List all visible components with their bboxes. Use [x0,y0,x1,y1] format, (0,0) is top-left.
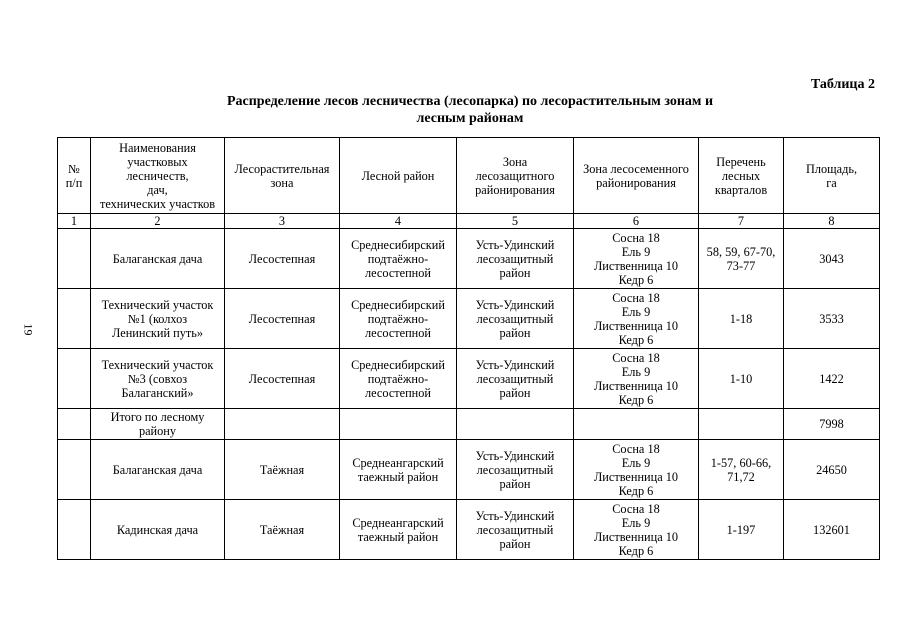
header-section-name: Наименования участковых лесничеств, дач, технических участков [91,138,225,214]
cell-area: 1422 [784,349,880,409]
header-area: Площадь, га [784,138,880,214]
table-label: Таблица 2 [810,77,875,92]
header-quarters-list: Перечень лесных кварталов [699,138,784,214]
page-number: 19 [21,323,36,336]
cell-area: 3533 [784,289,880,349]
cell-area: 24650 [784,440,880,500]
cell-forest-district: Среднесибирский подтаёжно- лесостепной [340,349,457,409]
cell-section-name: Балаганская дача [91,440,225,500]
cell-vegetation-zone: Таёжная [225,500,340,560]
column-number: 8 [784,214,880,229]
cell-quarters-list: 1-57, 60-66, 71,72 [699,440,784,500]
cell-protection-zone: Усть-Удинский лесозащитный район [457,289,574,349]
header-seed-zone: Зона лесосеменного районирования [574,138,699,214]
cell-section-name: Технический участок №3 (совхоз Балаганский» [91,349,225,409]
header-vegetation-zone: Лесорастительная зона [225,138,340,214]
table-row [58,500,880,560]
header-number: № п/п [58,138,91,214]
cell-number [58,440,91,500]
header-forest-district: Лесной район [340,138,457,214]
column-number: 6 [574,214,699,229]
cell-section-name: Балаганская дача [91,229,225,289]
cell-quarters-list [699,409,784,440]
forest-distribution-table [57,137,880,560]
column-number: 3 [225,214,340,229]
cell-forest-district: Среднесибирский подтаёжно- лесостепной [340,289,457,349]
cell-vegetation-zone [225,409,340,440]
cell-vegetation-zone: Таёжная [225,440,340,500]
title-line-1: Распределение лесов лесничества (лесопарка) по лесорастительным зонам и [226,94,714,109]
table-header-row [58,138,880,214]
cell-number [58,500,91,560]
cell-protection-zone: Усть-Удинский лесозащитный район [457,229,574,289]
cell-number [58,289,91,349]
table-row [58,289,880,349]
column-number: 2 [91,214,225,229]
cell-number [58,349,91,409]
cell-area: 7998 [784,409,880,440]
cell-section-name: Кадинская дача [91,500,225,560]
cell-seed-zone: Сосна 18 Ель 9 Лиственница 10 Кедр 6 [574,440,699,500]
column-number: 1 [58,214,91,229]
table-row [58,349,880,409]
cell-number [58,409,91,440]
table-title [190,93,750,127]
cell-forest-district: Среднеангарский таежный район [340,500,457,560]
cell-vegetation-zone: Лесостепная [225,289,340,349]
cell-protection-zone: Усть-Удинский лесозащитный район [457,349,574,409]
column-number: 7 [699,214,784,229]
cell-vegetation-zone: Лесостепная [225,349,340,409]
cell-protection-zone: Усть-Удинский лесозащитный район [457,500,574,560]
cell-forest-district: Среднесибирский подтаёжно- лесостепной [340,229,457,289]
cell-number [58,229,91,289]
cell-forest-district: Среднеангарский таежный район [340,440,457,500]
cell-quarters-list: 1-10 [699,349,784,409]
cell-quarters-list: 1-18 [699,289,784,349]
cell-area: 3043 [784,229,880,289]
cell-seed-zone: Сосна 18 Ель 9 Лиственница 10 Кедр 6 [574,289,699,349]
cell-seed-zone: Сосна 18 Ель 9 Лиственница 10 Кедр 6 [574,349,699,409]
cell-protection-zone: Усть-Удинский лесозащитный район [457,440,574,500]
cell-vegetation-zone: Лесостепная [225,229,340,289]
cell-quarters-list: 1-197 [699,500,784,560]
cell-seed-zone [574,409,699,440]
cell-quarters-list: 58, 59, 67-70, 73-77 [699,229,784,289]
cell-protection-zone [457,409,574,440]
title-line-2: лесным районам [416,111,524,126]
cell-seed-zone: Сосна 18 Ель 9 Лиственница 10 Кедр 6 [574,229,699,289]
table-row [58,440,880,500]
cell-section-name: Технический участок №1 (колхоз Ленинский путь» [91,289,225,349]
header-protection-zone: Зона лесозащитного районирования [457,138,574,214]
cell-area: 132601 [784,500,880,560]
cell-section-name: Итого по лесному району [91,409,225,440]
cell-forest-district [340,409,457,440]
column-number: 4 [340,214,457,229]
column-number: 5 [457,214,574,229]
column-number-row [58,214,880,229]
table-row [58,229,880,289]
cell-seed-zone: Сосна 18 Ель 9 Лиственница 10 Кедр 6 [574,500,699,560]
total-row [58,409,880,440]
